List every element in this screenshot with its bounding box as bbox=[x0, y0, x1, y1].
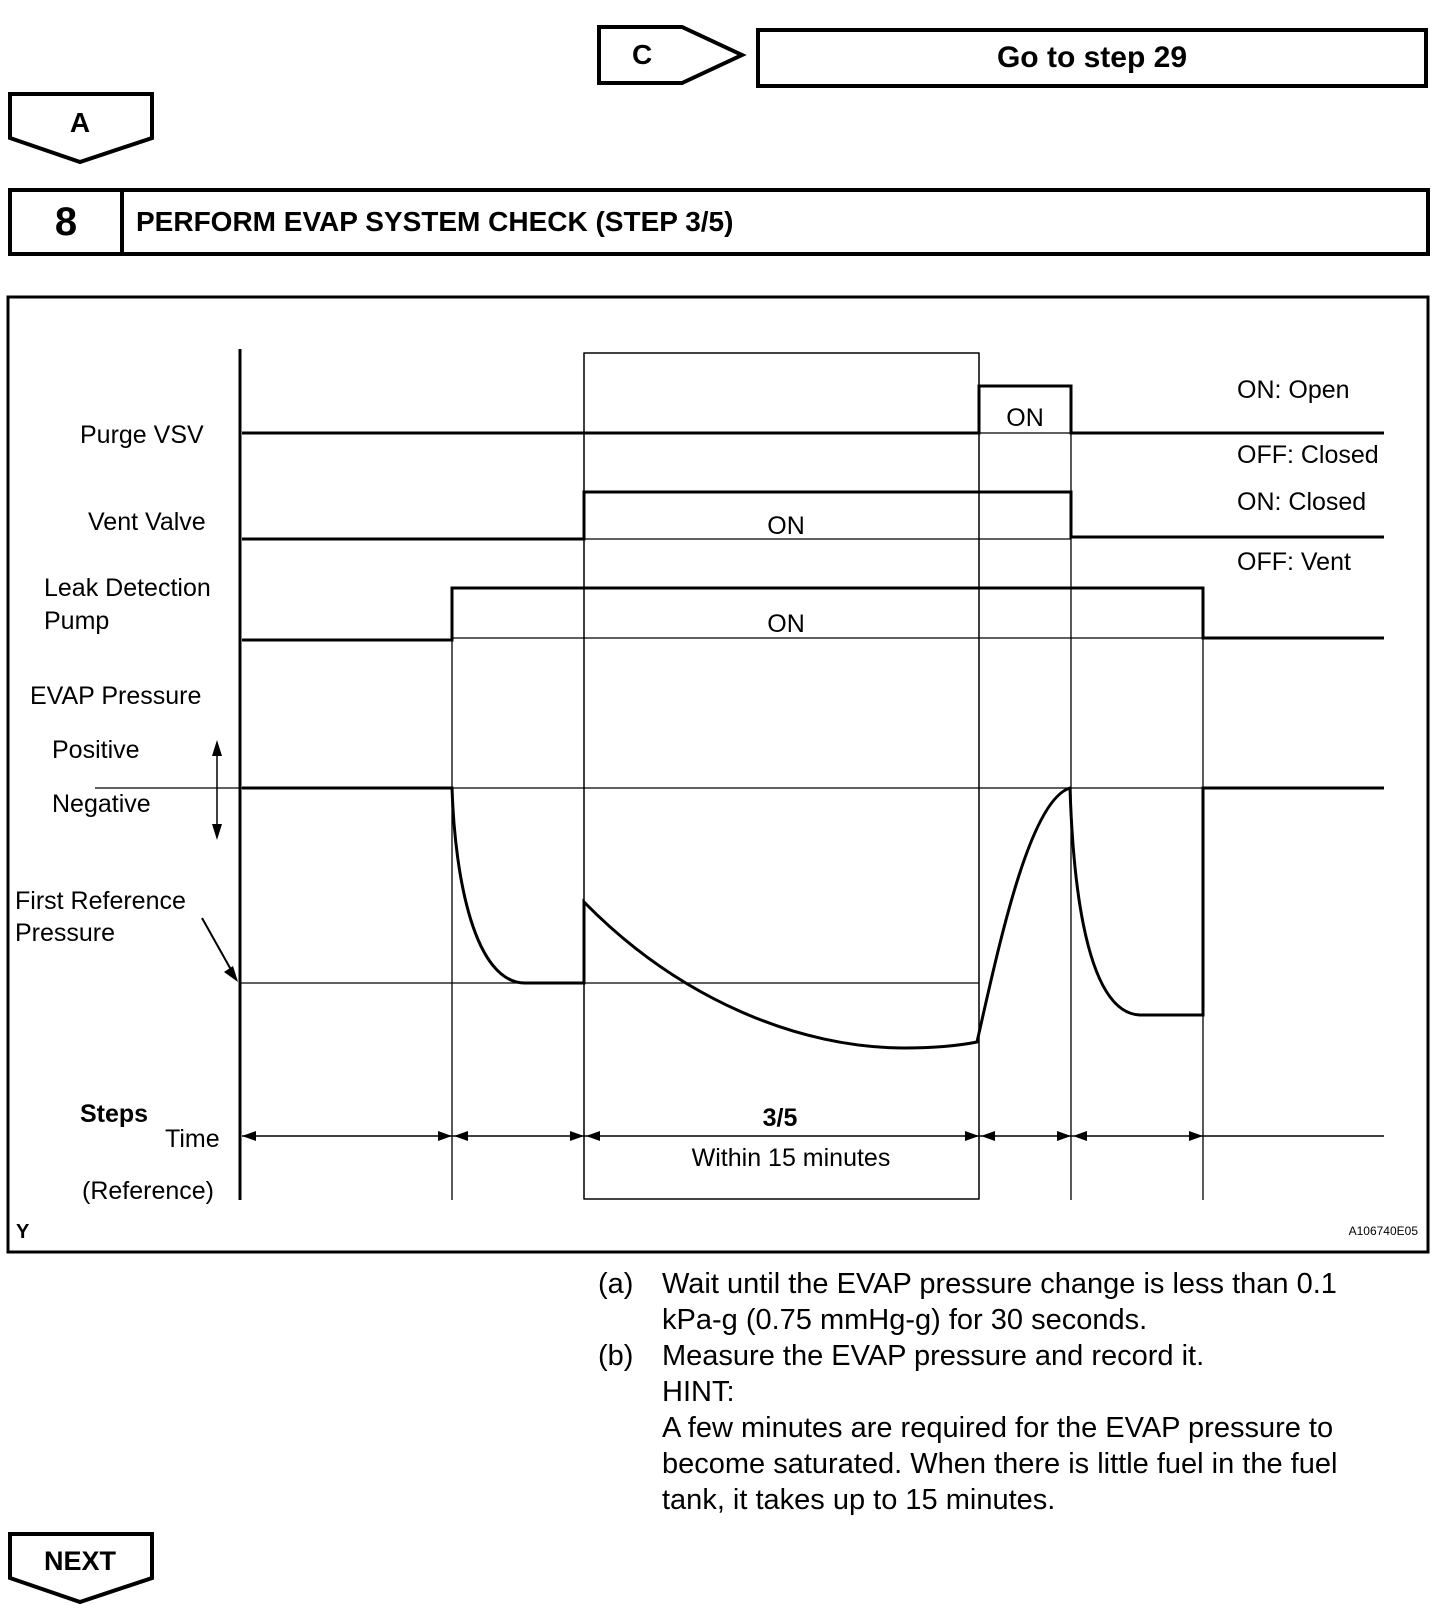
state-vent-on: ON bbox=[767, 512, 805, 540]
diagram-frame bbox=[8, 297, 1428, 1252]
corner-mark: Y bbox=[16, 1221, 30, 1243]
label-purge-vsv: Purge VSV bbox=[80, 421, 204, 449]
label-leak-pump-2: Pump bbox=[44, 607, 110, 635]
instruction-tag: (b) bbox=[598, 1340, 634, 1372]
legend-purge-on: ON: Open bbox=[1237, 376, 1350, 404]
step-3-5-window bbox=[584, 353, 979, 1199]
label-first-ref-2: Pressure bbox=[15, 919, 116, 947]
instruction-line: A few minutes are required for the EVAP pressure to bbox=[662, 1412, 1334, 1444]
instruction-line: Measure the EVAP pressure and record it. bbox=[662, 1340, 1205, 1372]
leak-pump-waveform bbox=[242, 588, 1384, 640]
instruction-line: become saturated. When there is little fuel in the fuel bbox=[662, 1448, 1338, 1480]
instruction-line: Wait until the EVAP pressure change is less than 0.1 bbox=[662, 1268, 1337, 1300]
legend-vent-off: OFF: Vent bbox=[1237, 548, 1351, 576]
step-title: PERFORM EVAP SYSTEM CHECK (STEP 3/5) bbox=[136, 206, 734, 237]
next-arrow-box[interactable] bbox=[8, 1532, 156, 1606]
goto-step-box[interactable]: Go to step 29 bbox=[756, 28, 1428, 88]
step-number: 8 bbox=[12, 192, 124, 252]
instruction-tag: (a) bbox=[598, 1268, 634, 1300]
time-divider-lines bbox=[452, 353, 1203, 1200]
label-leak-pump-1: Leak Detection bbox=[44, 574, 211, 602]
figure-id: A106740E05 bbox=[1348, 1224, 1418, 1238]
state-purge-on: ON bbox=[1006, 404, 1044, 432]
label-evap-pressure: EVAP Pressure bbox=[30, 682, 202, 710]
legend-purge-off: OFF: Closed bbox=[1237, 441, 1379, 469]
a-arrow-label: A bbox=[69, 107, 91, 138]
vent-valve-waveform bbox=[242, 492, 1384, 539]
instruction-line: kPa-g (0.75 mmHg-g) for 30 seconds. bbox=[662, 1304, 1148, 1336]
label-positive: Positive bbox=[52, 736, 140, 764]
instructions bbox=[598, 1266, 1418, 1518]
legend-vent-on: ON: Closed bbox=[1237, 488, 1367, 516]
next-label: NEXT bbox=[43, 1546, 117, 1576]
label-step-3-5: 3/5 bbox=[762, 1104, 798, 1132]
label-negative: Negative bbox=[52, 790, 151, 818]
instruction-a bbox=[598, 1266, 1418, 1338]
evap-pressure-waveform bbox=[242, 788, 1384, 1048]
instruction-line: HINT: bbox=[662, 1376, 735, 1408]
purge-vsv-waveform bbox=[242, 386, 1384, 433]
label-within-15-minutes: Within 15 minutes bbox=[691, 1144, 891, 1172]
c-arrow-label: C bbox=[632, 39, 653, 70]
label-vent-valve: Vent Valve bbox=[88, 508, 206, 536]
state-pump-on: ON bbox=[767, 610, 805, 638]
label-first-ref-1: First Reference bbox=[15, 887, 186, 915]
label-time: Time bbox=[165, 1125, 220, 1153]
label-steps: Steps bbox=[80, 1100, 149, 1128]
instruction-line: tank, it takes up to 15 minutes. bbox=[662, 1484, 1056, 1516]
label-reference: (Reference) bbox=[82, 1177, 214, 1205]
instruction-b bbox=[598, 1338, 1418, 1518]
